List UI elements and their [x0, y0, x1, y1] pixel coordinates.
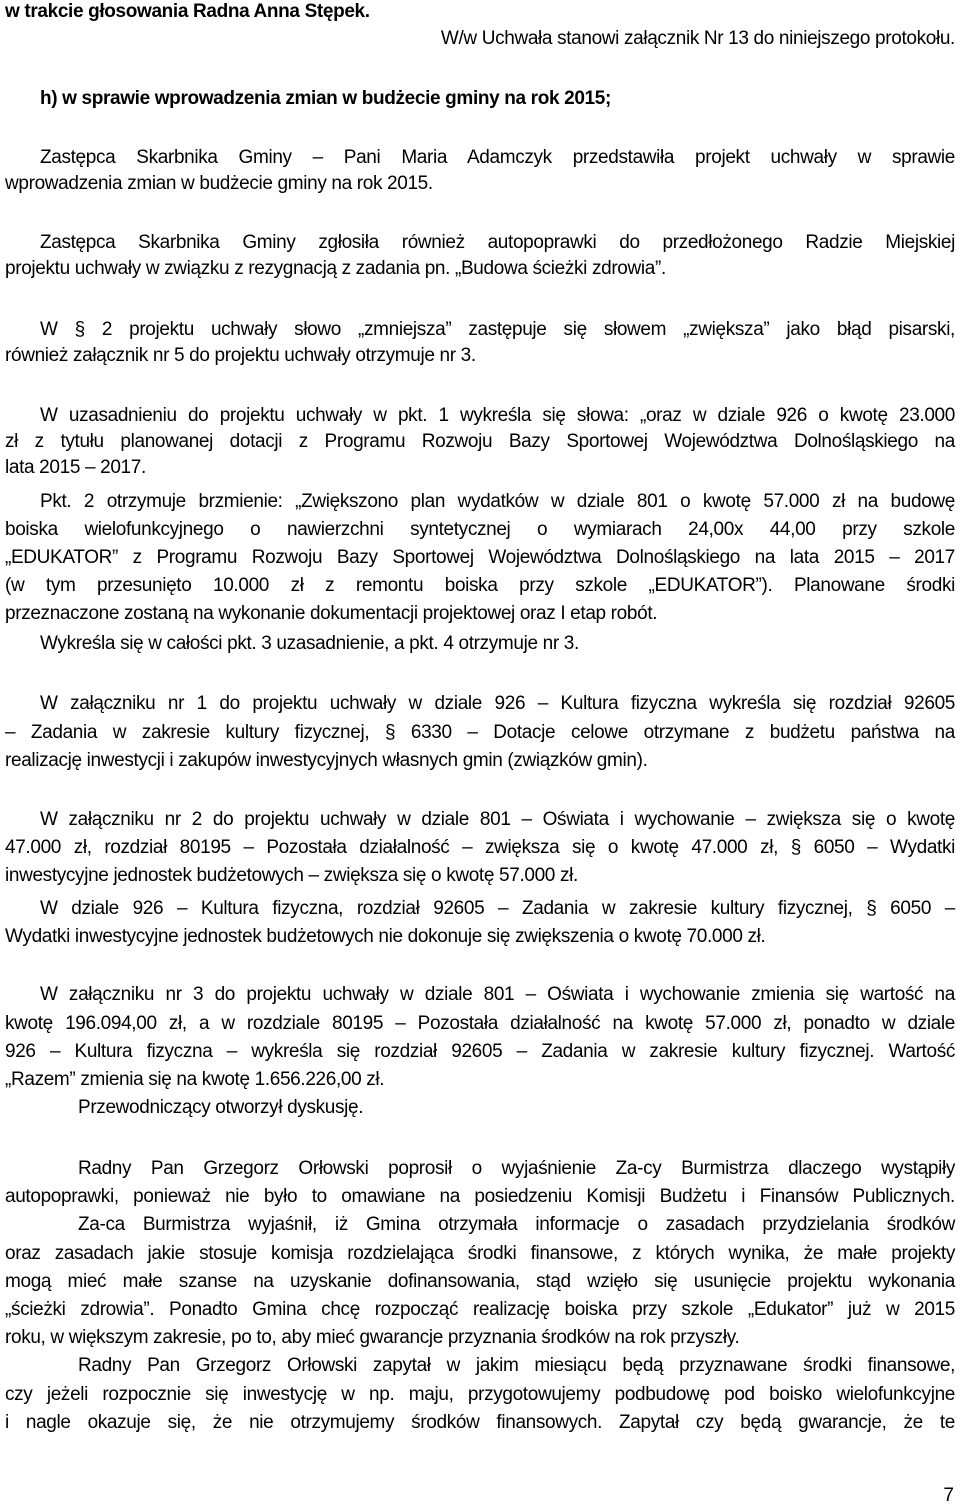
paragraph-line: czy jeżeli rozpocznie się inwestycję w np. maju, przygotowujemy podbudowę pod boisko wielofunkcyjne	[5, 1384, 955, 1405]
attachment-note-line: W/w Uchwała stanowi załącznik Nr 13 do niniejszego protokołu.	[440, 28, 955, 49]
paragraph-line: przeznaczone zostaną na wykonanie dokumentacji projektowej oraz I etap robót.	[5, 603, 658, 624]
paragraph-line: W uzasadnieniu do projektu uchwały w pkt. 1 wykreśla się słowa: „oraz w dziale 926 o kwotę 23.000	[40, 405, 955, 426]
paragraph-line: Zastępca Skarbnika Gminy zgłosiła również autopoprawki do przedłożonego Radzie Miejskiej	[40, 232, 955, 253]
paragraph-line: kwotę 196.094,00 zł, a w rozdziale 80195 – Pozostała działalność na kwotę 57.000 zł, ponadto w dziale	[5, 1013, 955, 1034]
paragraph-line: i nagle okazuje się, że nie otrzymujemy środków finansowych. Zapytał czy będą gwarancje, że te	[5, 1412, 955, 1433]
paragraph-line: (w tym przesunięto 10.000 zł z remontu boiska przy szkole „EDUKATOR”). Planowane środki	[5, 575, 955, 596]
paragraph-line: Radny Pan Grzegorz Orłowski poprosił o wyjaśnienie Za-cy Burmistrza dlaczego wystąpiły	[78, 1158, 955, 1179]
paragraph-line: – Zadania w zakresie kultury fizycznej, § 6330 – Dotacje celowe otrzymane z budżetu państwa na	[5, 722, 955, 743]
paragraph-line: oraz zasadach jakie stosuje komisja rozdzielająca środki finansowe, z których wynika, że małe projekty	[5, 1243, 955, 1264]
paragraph-line: W załączniku nr 3 do projektu uchwały w dziale 801 – Oświata i wychowanie zmienia się wartość na	[40, 984, 955, 1005]
page-number: 7	[943, 1485, 954, 1506]
paragraph-line: boiska wielofunkcyjnego o nawierzchni syntetycznej o wymiarach 24,00x 44,00 przy szkole	[5, 519, 955, 540]
paragraph-line: projektu uchwały w związku z rezygnacją z zadania pn. „Budowa ścieżki zdrowia”.	[5, 258, 666, 279]
paragraph-line: mogą mieć małe szanse na uzyskanie dofinansowania, stąd wzięło się usunięcie projektu wykonania	[5, 1271, 955, 1292]
paragraph-line: W § 2 projektu uchwały słowo „zmniejsza” zastępuje się słowem „zwiększa” jako błąd pisarski,	[40, 319, 955, 340]
paragraph-line: Pkt. 2 otrzymuje brzmienie: „Zwiększono plan wydatków w dziale 801 o kwotę 57.000 zł na budowę	[40, 491, 955, 512]
paragraph-line: realizację inwestycji i zakupów inwestycyjnych własnych gmin (związków gmin).	[5, 750, 648, 771]
paragraph-line: zł z tytułu planowanej dotacji z Programu Rozwoju Bazy Sportowej Województwa Dolnośląskiego na	[5, 431, 955, 452]
paragraph-line: autopoprawki, ponieważ nie było to omawiane na posiedzeniu Komisji Budżetu i Finansów Publicznych.	[5, 1186, 955, 1207]
paragraph-line: W załączniku nr 1 do projektu uchwały w dziale 926 – Kultura fizyczna wykreśla się rozdział 92605	[40, 693, 955, 714]
paragraph-line: Radny Pan Grzegorz Orłowski zapytał w jakim miesiącu będą przyznawane środki finansowe,	[78, 1355, 955, 1376]
paragraph-line: „Razem” zmienia się na kwotę 1.656.226,00 zł.	[5, 1069, 385, 1090]
paragraph-line: „EDUKATOR” z Programu Rozwoju Bazy Sportowej Województwa Dolnośląskiego na lata 2015 – 2017	[5, 547, 955, 568]
paragraph-line: lata 2015 – 2017.	[5, 457, 146, 478]
paragraph-line: Wydatki inwestycyjne jednostek budżetowych nie dokonuje się zwiększenia o kwotę 70.000 zł.	[5, 926, 766, 947]
paragraph-line: „ścieżki zdrowia”. Ponadto Gmina chcę rozpocząć realizację boiska przy szkole „Edukator” już w 2015	[5, 1299, 955, 1320]
paragraph-line: również załącznik nr 5 do projektu uchwały otrzymuje nr 3.	[5, 345, 476, 366]
paragraph-line: W załączniku nr 2 do projektu uchwały w dziale 801 – Oświata i wychowanie – zwiększa się o kwotę	[40, 809, 955, 830]
voting-note-line: w trakcie głosowania Radna Anna Stępek.	[5, 1, 370, 22]
paragraph-line: Zastępca Skarbnika Gminy – Pani Maria Adamczyk przedstawiła projekt uchwały w sprawie	[40, 147, 955, 168]
paragraph-line: wprowadzenia zmian w budżecie gminy na rok 2015.	[5, 173, 433, 194]
paragraph-line: inwestycyjne jednostek budżetowych – zwiększa się o kwotę 57.000 zł.	[5, 865, 578, 886]
paragraph-line: 926 – Kultura fizyczna – wykreśla się rozdział 92605 – Zadania w zakresie kultury fizycznej. Wartość	[5, 1041, 955, 1062]
paragraph-line: Przewodniczący otworzył dyskusję.	[78, 1097, 364, 1118]
paragraph-line: roku, w większym zakresie, po to, aby mieć gwarancje przyznania środków na rok przyszły.	[5, 1327, 740, 1348]
paragraph-line: W dziale 926 – Kultura fizyczna, rozdział 92605 – Zadania w zakresie kultury fizycznej, § 6050 –	[40, 898, 955, 919]
section-heading: h) w sprawie wprowadzenia zmian w budżecie gminy na rok 2015;	[40, 88, 611, 109]
paragraph-line: Za-ca Burmistrza wyjaśnił, iż Gmina otrzymała informacje o zasadach przydzielania środków	[78, 1214, 955, 1235]
paragraph-line: 47.000 zł, rozdział 80195 – Pozostała działalność – zwiększa się o kwotę 47.000 zł, § 6050 – Wydatki	[5, 837, 955, 858]
paragraph-line: Wykreśla się w całości pkt. 3 uzasadnienie, a pkt. 4 otrzymuje nr 3.	[40, 633, 579, 654]
